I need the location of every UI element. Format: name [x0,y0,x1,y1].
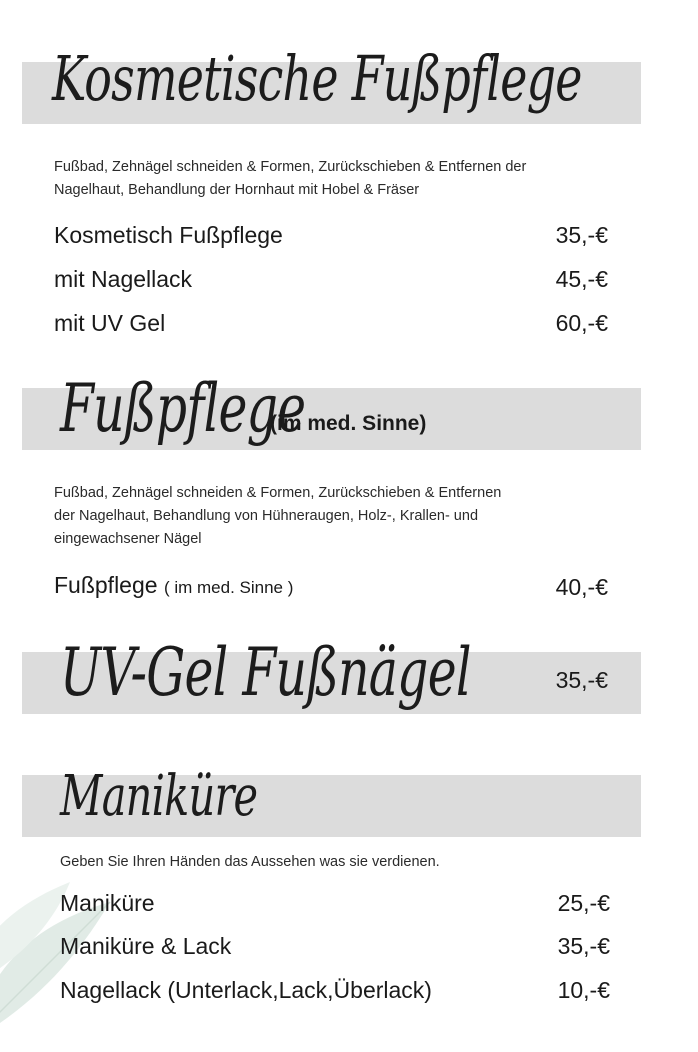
price-item-value: 35,-€ [557,933,610,959]
section-title: Maniküre [60,764,258,829]
price-item-name: Maniküre [60,890,155,916]
section-description: Fußbad, Zehnägel schneiden & Formen, Zurückschieben & Entfernen der Nagelhaut, Behandlung der Hornhaut mit Hobel & Fräser [54,159,527,198]
section-subtitle: (im med. Sinne) [270,412,427,435]
price-item-value: 35,-€ [555,667,608,693]
price-item-name: mit Nagellack [54,266,193,292]
price-item-name: Nagellack (Unterlack,Lack,Überlack) [60,977,432,1003]
section-title: Kosmetische Fußpflege [52,42,582,115]
price-item-value: 10,-€ [557,977,610,1003]
price-item-name: Kosmetisch Fußpflege [54,222,283,248]
price-item-value: 25,-€ [557,890,610,916]
price-item-value: 35,-€ [555,222,608,248]
price-item-value: 40,-€ [555,574,608,600]
price-item-value: 45,-€ [555,266,608,292]
price-item-name: Fußpflege ( im med. Sinne ) [54,572,294,598]
price-item-note: ( im med. Sinne ) [163,578,294,597]
price-item-name: Maniküre & Lack [60,933,232,959]
section-description: Geben Sie Ihren Händen das Aussehen was sie verdienen. [60,854,440,870]
section-title: Fußpflege [60,370,306,447]
price-item-value: 60,-€ [555,310,608,336]
section-title: UV-Gel Fußnägel [60,634,471,711]
price-item-name: mit UV Gel [54,310,166,336]
section-description: Fußbad, Zehnägel schneiden & Formen, Zurückschieben & Entfernen der Nagelhaut, Behandlung von Hühneraugen, Holz-, Krallen- und eingewachsener Nägel [54,485,502,547]
